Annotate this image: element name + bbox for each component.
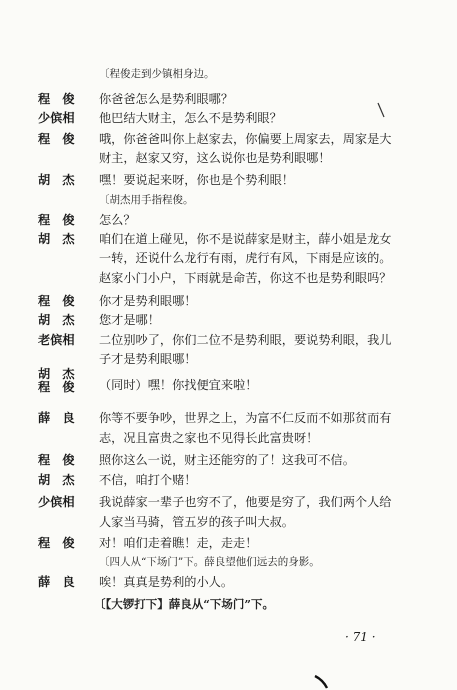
- speaker-name: 少傧相: [38, 495, 75, 509]
- stage-direction: 〔胡杰用手指程俊。: [99, 194, 194, 206]
- dialogue-text: 他巴结大财主，怎么不是势利眼？: [99, 111, 282, 125]
- dialogue-text: 怎么？: [99, 213, 136, 227]
- dialogue-text: 你爸爸怎么是势利眼哪？: [99, 92, 234, 106]
- speaker-name: 程 俊: [38, 380, 75, 394]
- speaker-stack: [38, 368, 75, 394]
- dialogue-continuation: 人家当马骑，管五岁的孩子叫大叔。: [99, 515, 294, 529]
- dialogue-text: 二位别吵了，你们二位不是势利眼，要说势利眼，我儿: [99, 333, 392, 347]
- speaker-name: 少傧相: [38, 111, 75, 125]
- dialogue-text: 你等不要争吵，世界之上，为富不仁反而不如那贫而有: [99, 411, 392, 425]
- speaker-name: 胡 杰: [38, 313, 75, 327]
- speaker-name: 程 俊: [38, 536, 75, 550]
- dialogue-continuation: 一转，还说什么龙行有雨，虎行有风，下雨是应该的。: [99, 251, 392, 265]
- speaker-name: 薛 良: [38, 575, 75, 589]
- speaker-name: 程 俊: [38, 453, 75, 467]
- dialogue-text: 照你这么一说，财主还能穷的了！这我可不信。: [99, 453, 355, 467]
- speaker-name: 胡 杰: [38, 473, 75, 487]
- speaker-name: 程 俊: [38, 294, 75, 308]
- page-number: · 71 ·: [345, 630, 376, 644]
- pen-mark-bottom: [313, 674, 333, 690]
- speaker-name: 程 俊: [38, 213, 75, 227]
- speaker-name: 程 俊: [38, 132, 75, 146]
- speaker-name: 胡 杰: [38, 232, 75, 246]
- speaker-name: 胡 杰: [38, 173, 75, 187]
- dialogue-text: 对！咱们走着瞧！走，走走！: [99, 536, 258, 550]
- dialogue-text: 哦，你爸爸叫你上赵家去，你偏要上周家去，周家是大: [99, 132, 392, 146]
- stage-direction: 〔程俊走到少镇相身边。: [99, 68, 215, 80]
- speaker-name: 老傧相: [38, 333, 75, 347]
- dialogue-continuation: 子才是势利眼哪！: [99, 352, 197, 366]
- dialogue-text: 不信，咱打个赌！: [99, 473, 197, 487]
- dialogue-text: 嘿！要说起来呀，你也是个势利眼！: [99, 173, 294, 187]
- speaker-name: 胡 杰: [38, 367, 75, 381]
- dialogue-text: 唉！真真是势利的小人。: [99, 575, 234, 589]
- dialogue-text: 我说薛家一辈子也穷不了，他要是穷了，我们两个人给: [99, 495, 392, 509]
- dialogue-text: 您才是哪！: [99, 313, 160, 327]
- pen-mark-top: [376, 101, 388, 121]
- dialogue-text: 你才是势利眼哪！: [99, 294, 197, 308]
- dialogue-continuation: 赵家小门小户，下雨就是命苦，你这不也是势利眼吗？: [99, 271, 392, 285]
- dialogue-continuation: 志，况且富贵之家也不见得长此富贵呀！: [99, 431, 319, 445]
- stage-direction: 〔【大锣打下】薛良从“下场门”下。: [94, 597, 274, 611]
- dialogue-text: 咱们在道上碰见，你不是说薛家是财主，薛小姐是龙女: [99, 232, 392, 246]
- dialogue-continuation: 财主，赵家又穷，这么说你也是势利眼哪！: [99, 151, 331, 165]
- dialogue-text: （同时）嘿！你找便宜来啦！: [99, 378, 258, 392]
- stage-direction: 〔四人从“下场门”下。薛良望他们远去的身影。: [99, 556, 320, 568]
- speaker-name: 程 俊: [38, 92, 75, 106]
- speaker-name: 薛 良: [38, 411, 75, 425]
